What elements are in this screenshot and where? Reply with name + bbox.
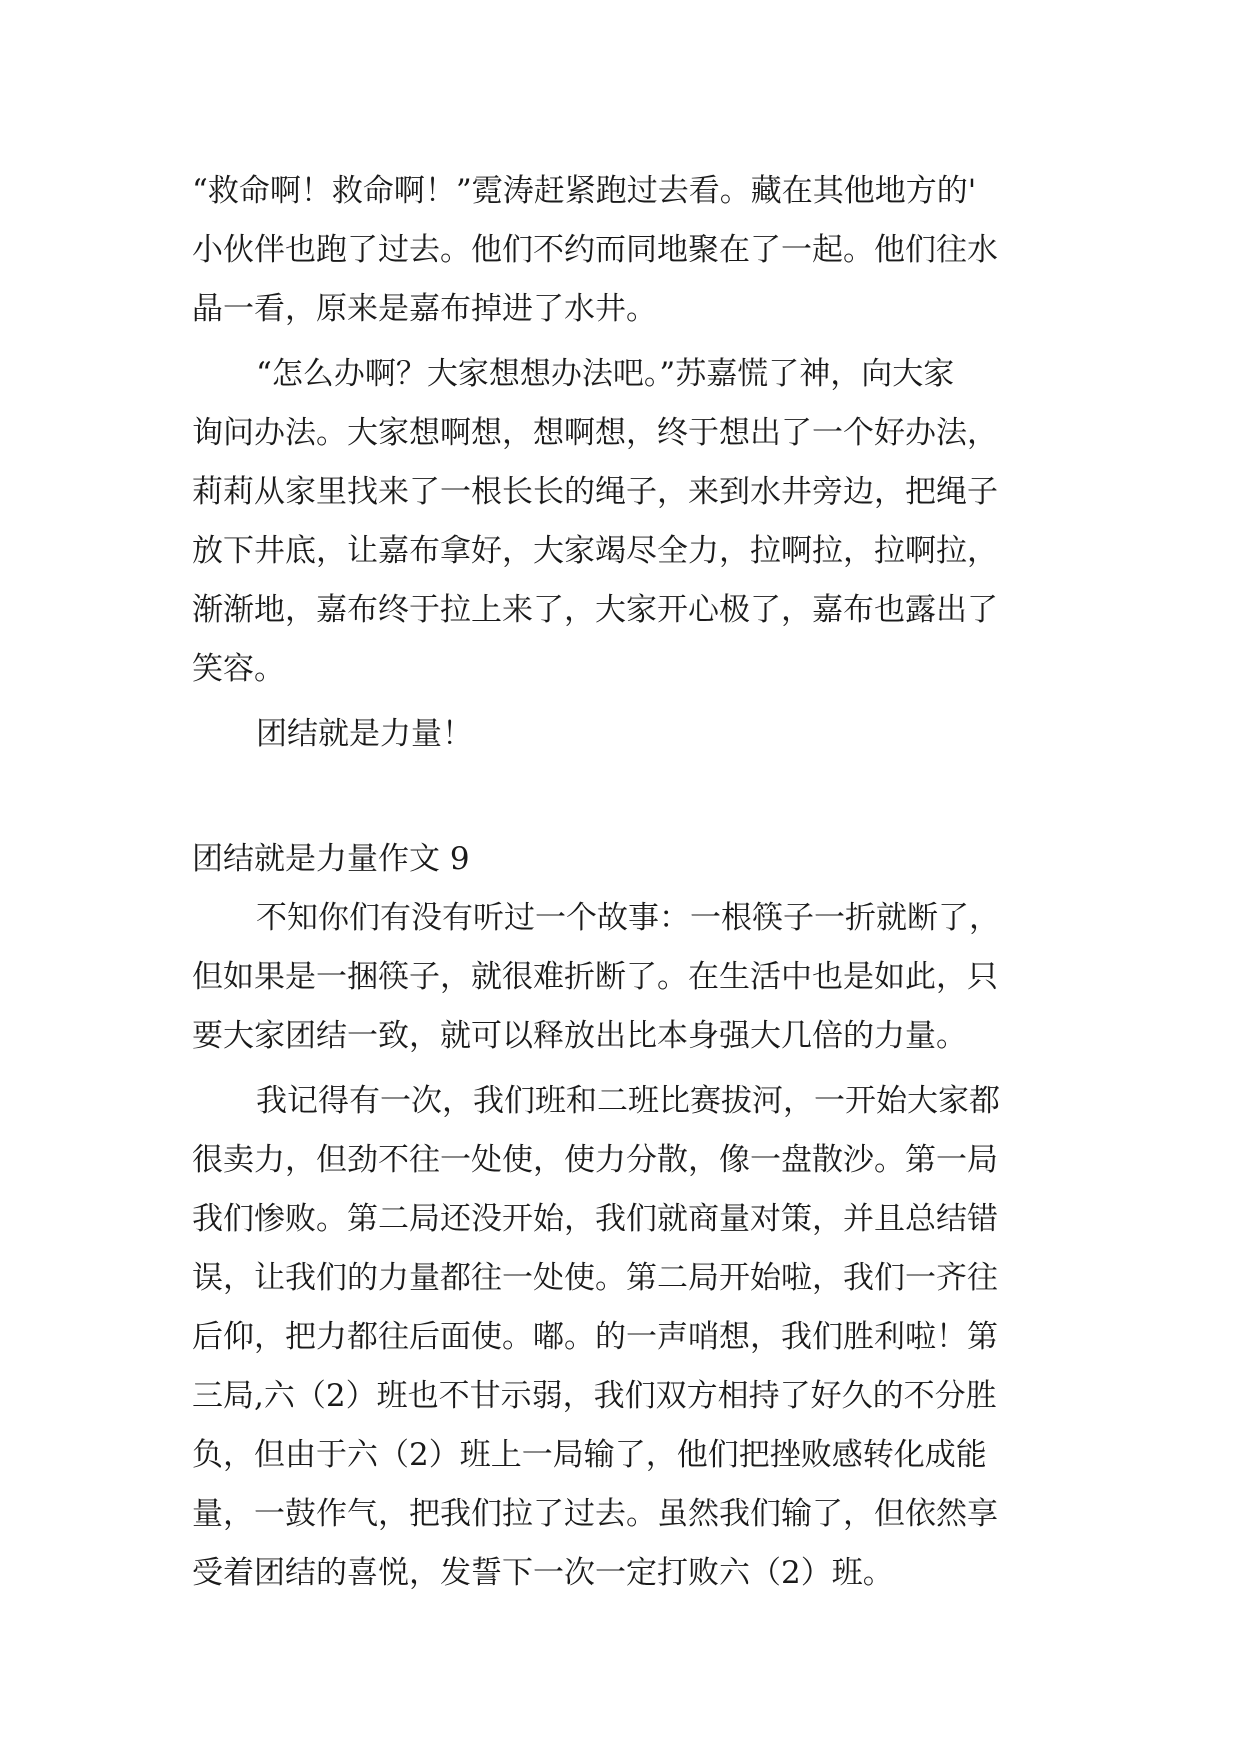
essay-title: 团结就是力量作文 9 [192,841,470,877]
text-line: 误，让我们的力量都往一处使。第二局开始啦，我们一齐往 [192,1260,998,1296]
text-line: 我记得有一次，我们班和二班比赛拔河，一开始大家都 [256,1083,1000,1119]
text-line: 放下井底，让嘉布拿好，大家竭尽全力，拉啊拉，拉啊拉， [192,533,998,569]
paragraph-chopsticks-story [192,889,1072,1066]
document-body [192,162,1072,1603]
paragraph-conclusion [192,705,1072,764]
text-line: 三局,六（2）班也不甘示弱，我们双方相持了好久的不分胜 [192,1378,997,1414]
text-line: 我们惨败。第二局还没开始，我们就商量对策，并且总结错 [192,1201,998,1237]
text-line: 但如果是一捆筷子，就很难折断了。在生活中也是如此，只 [192,959,998,995]
text-line: “救命啊！救命啊！”霓涛赶紧跑过去看。藏在其他地方的' [192,173,977,209]
text-line: 很卖力，但劲不往一处使，使力分散，像一盘散沙。第一局 [192,1142,998,1178]
text-line: 不知你们有没有听过一个故事：一根筷子一折就断了， [256,900,1000,936]
paragraph-rescue-solution [192,345,1072,699]
paragraph-tug-of-war [192,1072,1072,1603]
section-heading [192,830,1072,889]
text-line: 负，但由于六（2）班上一局输了，他们把挫败感转化成能 [192,1437,987,1473]
text-line: 莉莉从家里找来了一根长长的绳子，来到水井旁边，把绳子 [192,474,998,510]
text-line: 要大家团结一致，就可以释放出比本身强大几倍的力量。 [192,1018,967,1054]
text-line: 后仰，把力都往后面使。嘟。的一声哨想，我们胜利啦！第 [192,1319,998,1355]
text-line: 受着团结的喜悦，发誓下一次一定打败六（2）班。 [192,1555,894,1591]
paragraph-rescue-cry [192,162,1072,339]
text-line: 询问办法。大家想啊想，想啊想，终于想出了一个好办法， [192,415,998,451]
text-line: “怎么办啊？大家想想办法吧。”苏嘉慌了神，向大家 [256,356,955,392]
text-line: 晶一看，原来是嘉布掉进了水井。 [192,291,657,327]
text-line: 团结就是力量！ [256,716,473,752]
text-line: 量，一鼓作气，把我们拉了过去。虽然我们输了，但依然享 [192,1496,998,1532]
text-line: 渐渐地，嘉布终于拉上来了，大家开心极了，嘉布也露出了 [192,592,998,628]
text-line: 笑容。 [192,651,285,687]
text-line: 小伙伴也跑了过去。他们不约而同地聚在了一起。他们往水 [192,232,998,268]
